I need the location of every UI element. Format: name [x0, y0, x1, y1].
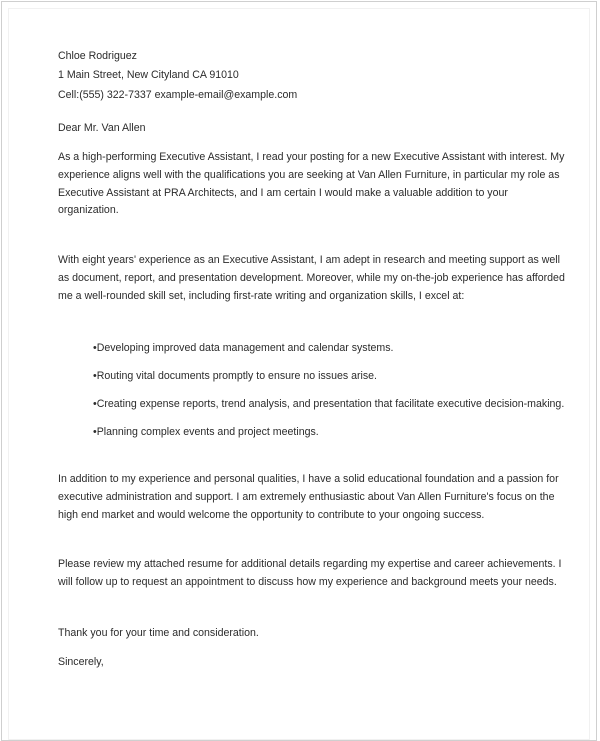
paragraph-line: experience aligns well with the qualifications you are seeking at Van Allen Furniture, in particular my role as — [58, 169, 560, 181]
sender-address: 1 Main Street, New Cityland CA 91010 — [58, 69, 239, 81]
closing-thanks: Thank you for your time and consideration. — [58, 627, 259, 639]
sender-name: Chloe Rodriguez — [58, 50, 137, 62]
paragraph-line: high end market and would welcome the opportunity to contribute to your ongoing success. — [58, 509, 485, 521]
paragraph-line: organization. — [58, 204, 119, 216]
paragraph-line: Executive Assistant at PRA Architects, and I am certain I would make a valuable addition to your — [58, 187, 508, 199]
paragraph-line: Please review my attached resume for additional details regarding my expertise and career achievements. I — [58, 558, 562, 570]
bullet-item: •Developing improved data management and calendar systems. — [93, 342, 394, 354]
signoff: Sincerely, — [58, 656, 104, 668]
paragraph-line: As a high-performing Executive Assistant, I read your posting for a new Executive Assistant with interest. My — [58, 151, 565, 163]
paragraph-line: me a well-rounded skill set, including first-rate writing and organization skills, I excel at: — [58, 290, 465, 302]
paragraph-line: With eight years' experience as an Executive Assistant, I am adept in research and meeting support as well — [58, 254, 560, 266]
paragraph-line: will follow up to request an appointment to discuss how my experience and background meets your needs. — [58, 576, 557, 588]
sender-contact: Cell:(555) 322-7337 example-email@example.com — [58, 89, 298, 101]
bullet-item: •Routing vital documents promptly to ensure no issues arise. — [93, 370, 377, 382]
bullet-item: •Planning complex events and project meetings. — [93, 426, 319, 438]
bullet-item: •Creating expense reports, trend analysis, and presentation that facilitate executive decision-making. — [93, 398, 565, 410]
salutation: Dear Mr. Van Allen — [58, 122, 146, 134]
paragraph-line: as document, report, and presentation development. Moreover, while my on-the-job experience has afforded — [58, 272, 565, 284]
paragraph-line: executive administration and support. I am extremely enthusiastic about Van Allen Furniture's focus on the — [58, 491, 555, 503]
paragraph-line: In addition to my experience and personal qualities, I have a solid educational foundation and a passion for — [58, 473, 559, 485]
